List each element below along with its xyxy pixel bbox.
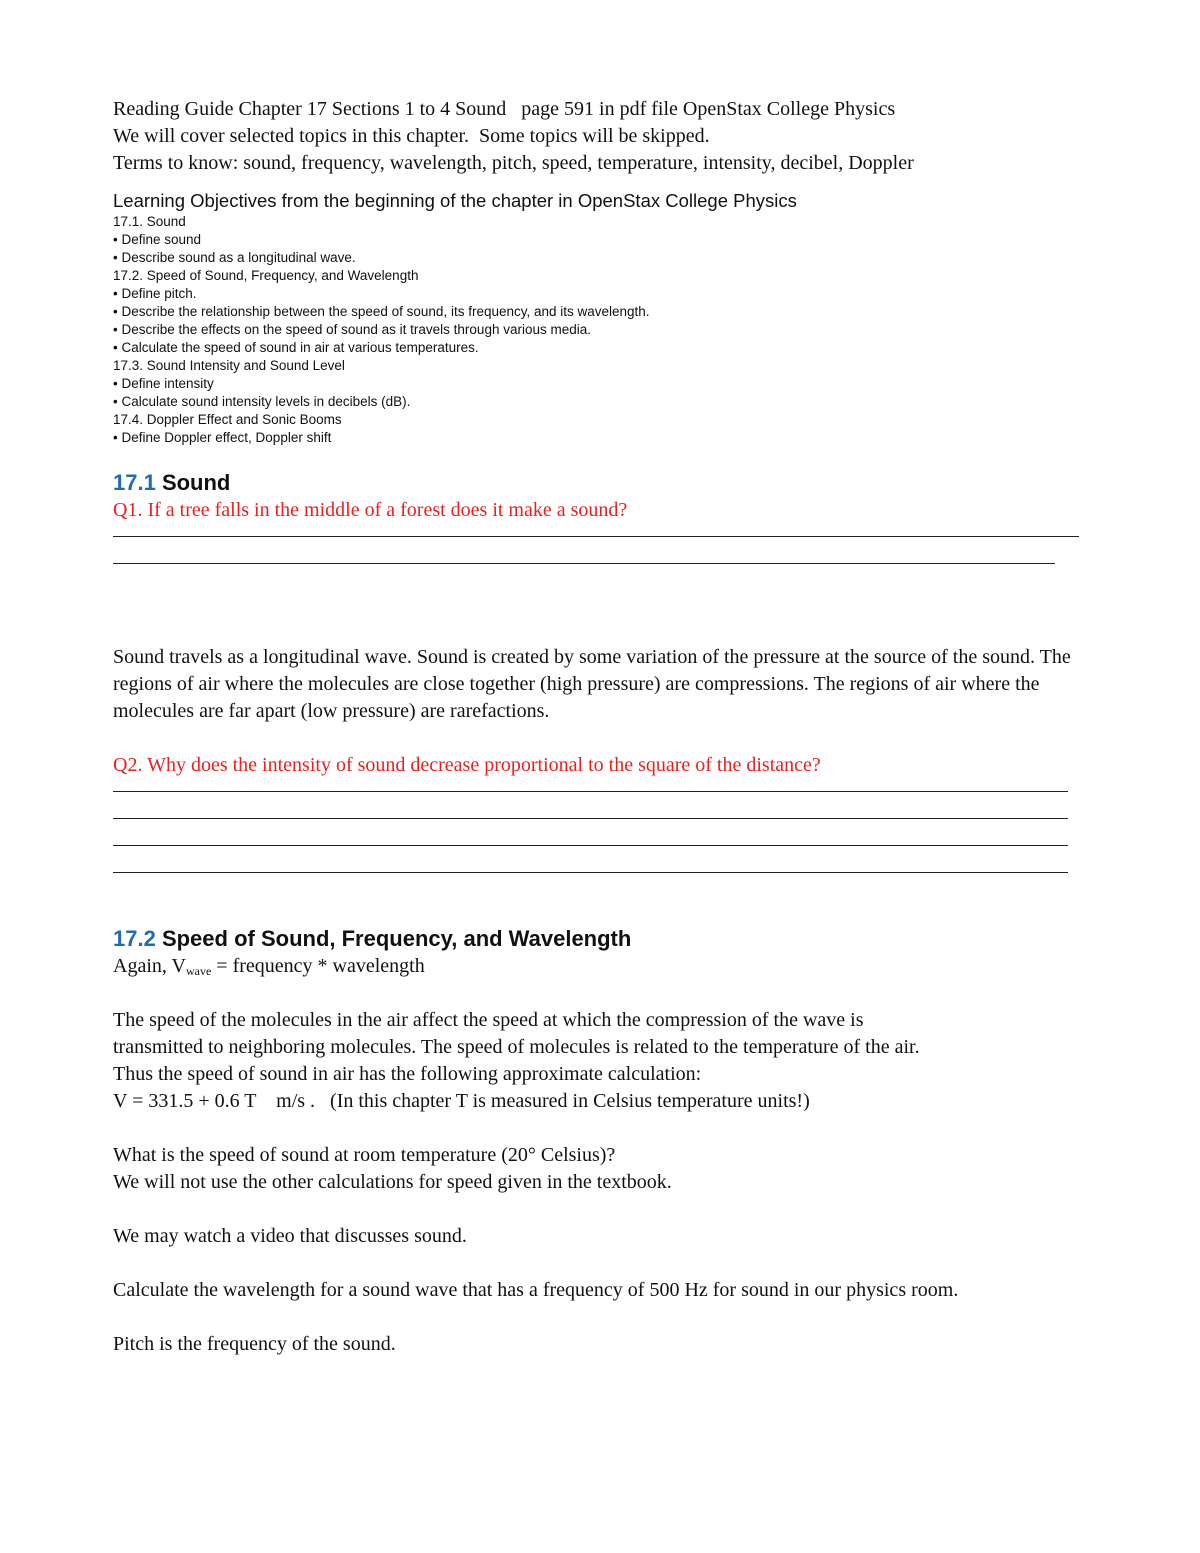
document-page	[113, 96, 1113, 1358]
header-title: Reading Guide Chapter 17 Sections 1 to 4 Sound page 591 in pdf file OpenStax College Physics	[113, 98, 896, 120]
wave-equation	[113, 953, 1113, 980]
speed-formula: V = 331.5 + 0.6 T m/s . (In this chapter T is measured in Celsius temperature units!)	[113, 1090, 810, 1112]
paragraph-molecule-speed	[113, 1007, 1113, 1115]
objective-item: 17.4. Doppler Effect and Sonic Booms	[113, 412, 342, 427]
objective-item: • Define pitch.	[113, 286, 197, 301]
section-heading-17-2	[113, 925, 1113, 953]
no-other-calculations-note: We will not use the other calculations for speed given in the textbook.	[113, 1171, 672, 1193]
section-number: 17.2	[113, 926, 156, 951]
objective-item: • Define sound	[113, 232, 202, 247]
objectives-list	[113, 213, 1113, 447]
paragraph-line: transmitted to neighboring molecules. The speed of molecules is related to the temperature of the air.	[113, 1036, 920, 1058]
paragraph-longitudinal-wave: Sound travels as a longitudinal wave. Sound is created by some variation of the pressure at the source of the sound. The regions of air where the molecules are close together (high pressure) are compressions. The regions of air where the molecules are far apart (low pressure) are rarefactions.	[113, 646, 1071, 722]
objective-item: 17.2. Speed of Sound, Frequency, and Wavelength	[113, 268, 419, 283]
section-title: Speed of Sound, Frequency, and Wavelength	[155, 926, 632, 951]
objectives-heading: Learning Objectives from the beginning of the chapter in OpenStax College Physics	[113, 190, 797, 211]
question-q2: Q2. Why does the intensity of sound decrease proportional to the square of the distance?	[113, 754, 821, 776]
section-title: Sound	[155, 470, 231, 495]
objective-item: • Describe the relationship between the speed of sound, its frequency, and its wavelength.	[113, 304, 650, 319]
paragraph-line: The speed of the molecules in the air affect the speed at which the compression of the wave is	[113, 1009, 864, 1031]
document-header	[113, 96, 1113, 177]
answer-line[interactable]	[113, 872, 1068, 873]
answer-line[interactable]	[113, 791, 1068, 792]
header-terms: Terms to know: sound, frequency, wavelength, pitch, speed, temperature, intensity, decibel, Doppler	[113, 152, 914, 174]
wavelength-calculation-prompt: Calculate the wavelength for a sound wave that has a frequency of 500 Hz for sound in our physics room.	[113, 1279, 959, 1301]
room-temperature-question: What is the speed of sound at room temperature (20° Celsius)?	[113, 1144, 616, 1166]
wave-equation-suffix: = frequency * wavelength	[211, 955, 425, 977]
pitch-definition: Pitch is the frequency of the sound.	[113, 1333, 396, 1355]
paragraph-line: Thus the speed of sound in air has the following approximate calculation:	[113, 1063, 702, 1085]
objective-item: • Describe the effects on the speed of sound as it travels through various media.	[113, 322, 591, 337]
objective-item: 17.3. Sound Intensity and Sound Level	[113, 358, 345, 373]
answer-line[interactable]	[113, 563, 1055, 564]
video-note: We may watch a video that discusses sound.	[113, 1225, 467, 1247]
question-q1: Q1. If a tree falls in the middle of a forest does it make a sound?	[113, 499, 628, 521]
objective-item: • Define Doppler effect, Doppler shift	[113, 430, 332, 445]
answer-line[interactable]	[113, 536, 1079, 537]
objective-item: • Describe sound as a longitudinal wave.	[113, 250, 356, 265]
objective-item: • Calculate sound intensity levels in decibels (dB).	[113, 394, 411, 409]
answer-line[interactable]	[113, 845, 1068, 846]
wave-equation-prefix: Again, V	[113, 955, 186, 977]
objective-item: 17.1. Sound	[113, 214, 186, 229]
section-number: 17.1	[113, 470, 156, 495]
answer-line[interactable]	[113, 818, 1068, 819]
wave-subscript: wave	[185, 964, 212, 978]
section-heading-17-1	[113, 469, 1113, 497]
objective-item: • Calculate the speed of sound in air at various temperatures.	[113, 340, 479, 355]
objective-item: • Define intensity	[113, 376, 214, 391]
header-coverage-note: We will cover selected topics in this chapter. Some topics will be skipped.	[113, 125, 710, 147]
